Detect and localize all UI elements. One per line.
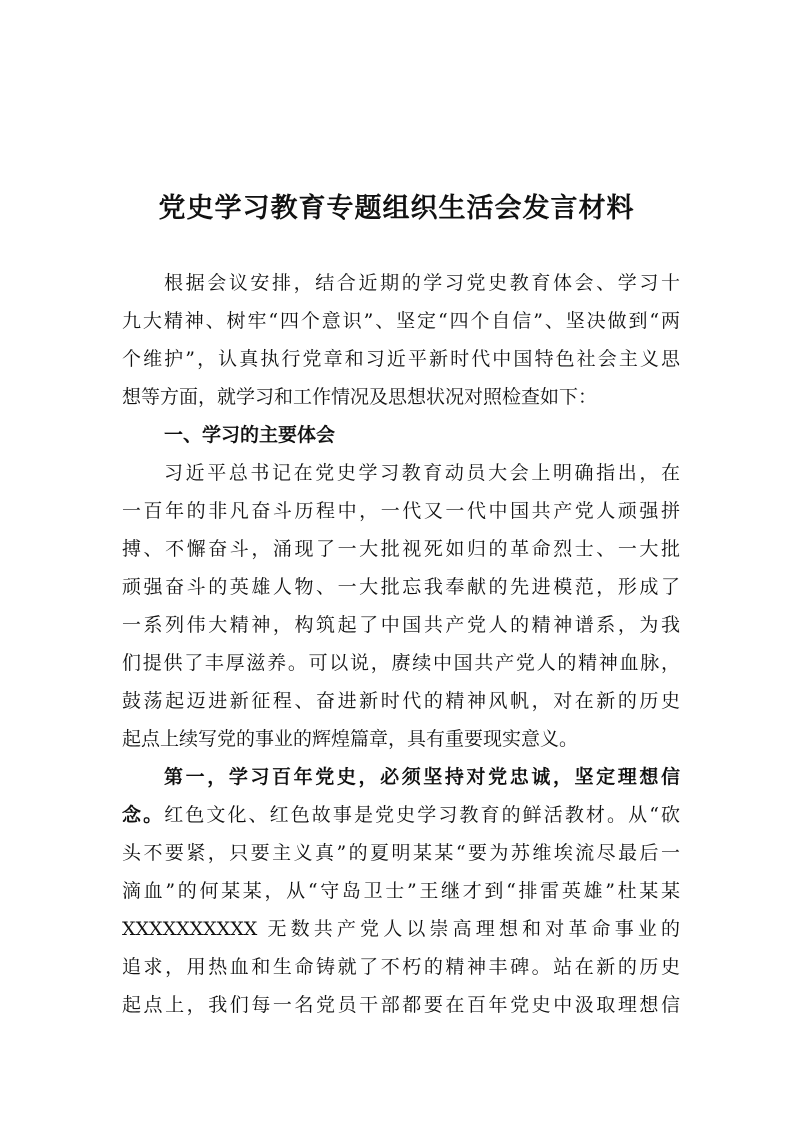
paragraph-3 bbox=[122, 758, 680, 1024]
text-line: 想等方面，就学习和工作情况及思想状况对照检查如下： bbox=[122, 386, 598, 408]
text-line: 一百年的非凡奋斗历程中，一代又一代中国共产党人顽强拼 bbox=[122, 500, 680, 522]
text-line: 起点上，我们每一名党员干部都要在百年党史中汲取理想信 bbox=[122, 994, 680, 1016]
document-title: 党史学习教育专题组织生活会发言材料 bbox=[158, 193, 635, 224]
text-line: 九大精神、树牢“四个意识”、坚定“四个自信”、坚决做到“两 bbox=[122, 310, 680, 332]
text-line: 头不要紧，只要主义真”的夏明某某“要为苏维埃流尽最后一 bbox=[122, 842, 680, 864]
text-line: 追求，用热血和生命铸就了不朽的精神丰碑。站在新的历史 bbox=[122, 956, 680, 978]
bold-lead-end: 念。 bbox=[122, 804, 165, 826]
text-line: XXXXXXXXXX 无数共产党人以崇高理想和对革命事业的 bbox=[122, 918, 680, 940]
text-line bbox=[122, 758, 680, 796]
document-body bbox=[122, 264, 680, 1024]
section-heading: 一、学习的主要体会 bbox=[164, 424, 336, 446]
text-line: 顽强奋斗的英雄人物、一大批忘我奉献的先进模范，形成了 bbox=[122, 576, 680, 598]
text-span: 红色文化、红色故事是党史学习教育的鲜活教材。从“砍 bbox=[164, 804, 680, 826]
text-line: 鼓荡起迈进新征程、奋进新时代的精神风帆，对在新的历史 bbox=[122, 690, 680, 712]
paragraph-2 bbox=[122, 454, 680, 758]
text-line: 们提供了丰厚滋养。可以说，赓续中国共产党人的精神血脉， bbox=[122, 652, 680, 674]
intro-paragraph bbox=[122, 264, 680, 416]
text-line: 起点上续写党的事业的辉煌篇章，具有重要现实意义。 bbox=[122, 728, 579, 750]
text-line: 一系列伟大精神，构筑起了中国共产党人的精神谱系，为我 bbox=[122, 614, 680, 636]
text-line: 习近平总书记在党史学习教育动员大会上明确指出，在 bbox=[164, 462, 680, 484]
text-line: 滴血”的何某某，从“守岛卫士”王继才到“排雷英雄”杜某某 bbox=[122, 880, 680, 902]
text-line: 个维护”，认真执行党章和习近平新时代中国特色社会主义思 bbox=[122, 348, 680, 370]
text-line bbox=[122, 796, 680, 834]
text-line: 根据会议安排，结合近期的学习党史教育体会、学习十 bbox=[164, 272, 680, 294]
text-line: 搏、不懈奋斗，涌现了一大批视死如归的革命烈士、一大批 bbox=[122, 538, 680, 560]
bold-lead: 第一，学习百年党史，必须坚持对党忠诚，坚定理想信 bbox=[164, 766, 680, 788]
